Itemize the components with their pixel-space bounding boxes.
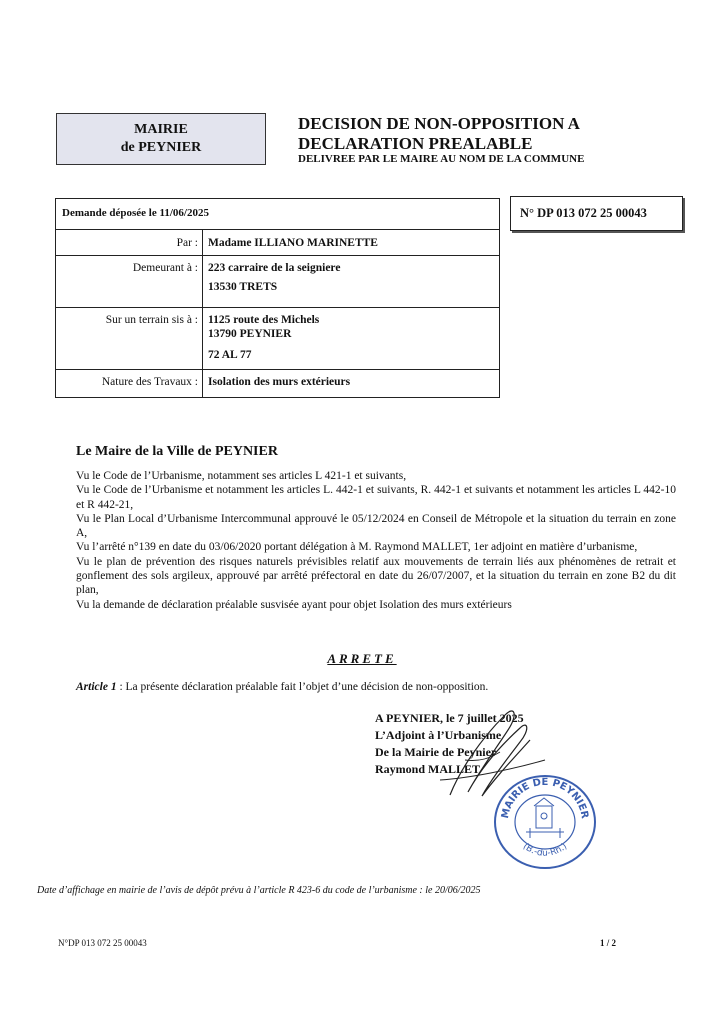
mairie-line2: de PEYNIER bbox=[120, 140, 202, 155]
deposit-date: Demande déposée le 11/06/2025 bbox=[62, 207, 209, 219]
considerations-list bbox=[76, 469, 676, 612]
table-column-divider bbox=[202, 229, 203, 397]
consideration-item: Vu la demande de déclaration préalable susvisée ayant pour objet Isolation des murs extérieurs bbox=[76, 598, 512, 611]
signature-role: L’Adjoint à l’Urbanisme bbox=[375, 728, 502, 742]
article-text: : La présente déclaration préalable fait l’objet d’une décision de non-opposition. bbox=[116, 681, 489, 693]
article-1 bbox=[76, 681, 488, 693]
consideration-item: Vu le plan de prévention des risques naturels prévisibles relatif aux mouvements de terrain liés aux phénomènes de retrait et gonflement des sols argileux, approuvé par arrêté préfectoral en date du 26/07/2007, et la situation du terrain en zone B2 du dit plan, bbox=[76, 555, 676, 597]
consideration-item: Vu l’arrêté n°139 en date du 03/06/2020 portant délégation à M. Raymond MALLET, 1er adjoint en matière d’urbanisme, bbox=[76, 541, 638, 554]
title-line2: DECLARATION PREALABLE bbox=[298, 134, 533, 153]
signature-institution: De la Mairie de Peynier bbox=[375, 745, 497, 759]
stamp-bottom-text: (B.-du-Rh.) bbox=[520, 841, 570, 859]
terrain-line1: 1125 route des Michels bbox=[208, 314, 320, 326]
svg-text:(B.-du-Rh.) bbox=[521, 842, 570, 859]
document-subtitle: DELIVREE PAR LE MAIRE AU NOM DE LA COMMUNE bbox=[298, 153, 585, 165]
request-table bbox=[55, 198, 500, 398]
address-line1: 223 carraire de la seigniere bbox=[208, 262, 341, 274]
par-value: Madame ILLIANO MARINETTE bbox=[208, 237, 378, 249]
table-divider bbox=[56, 307, 499, 308]
table-divider bbox=[56, 369, 499, 370]
arrete-heading: ARRETE bbox=[327, 651, 397, 666]
mairie-line1: MAIRIE bbox=[134, 122, 188, 137]
stamp-emblem-icon bbox=[526, 798, 564, 838]
decision-heading: Le Maire de la Ville de PEYNIER bbox=[76, 444, 278, 459]
nature-label: Nature des Travaux : bbox=[101, 376, 198, 388]
table-divider bbox=[56, 255, 499, 256]
signature-name: Raymond MALLET bbox=[375, 762, 481, 776]
footer-dossier-number: N°DP 013 072 25 00043 bbox=[58, 938, 147, 948]
terrain-label: Sur un terrain sis à : bbox=[105, 314, 198, 326]
consideration-item: Vu le Code de l’Urbanisme et notamment les articles L. 442-1 et suivants, R. 442-1 et suivants et notamment les articles L 442-10 et R 442-21, bbox=[76, 484, 676, 511]
consideration-item: Vu le Code de l’Urbanisme, notamment ses articles L 421-1 et suivants, bbox=[76, 470, 407, 482]
article-label: Article 1 bbox=[76, 681, 117, 693]
page-number: 1 / 2 bbox=[600, 938, 617, 948]
dossier-number: N° DP 013 072 25 00043 bbox=[510, 196, 683, 231]
title-line1: DECISION DE NON-OPPOSITION A bbox=[298, 114, 580, 133]
mairie-box bbox=[56, 113, 266, 165]
signature-place-date: A PEYNIER, le 7 juillet 2025 bbox=[375, 711, 524, 725]
mairie-stamp bbox=[490, 772, 600, 872]
terrain-parcel: 72 AL 77 bbox=[208, 349, 252, 361]
consideration-item: Vu le Plan Local d’Urbanisme Intercommunal approuvé le 05/12/2024 en Conseil de Métropole et la situation du terrain en zone A, bbox=[76, 512, 676, 540]
document-title bbox=[298, 114, 580, 154]
nature-value: Isolation des murs extérieurs bbox=[208, 376, 351, 388]
stamp-top-text: MAIRIE DE PEYNIER bbox=[499, 776, 590, 820]
table-divider bbox=[56, 229, 499, 230]
footer-display-note: Date d’affichage en mairie de l’avis de dépôt prévu à l’article R 423-6 du code de l’urbanisme : le 20/06/2025 bbox=[37, 885, 481, 896]
par-label: Par : bbox=[176, 237, 198, 249]
terrain-line2: 13790 PEYNIER bbox=[208, 328, 292, 340]
address-label: Demeurant à : bbox=[132, 262, 198, 274]
address-line2: 13530 TRETS bbox=[208, 281, 278, 293]
